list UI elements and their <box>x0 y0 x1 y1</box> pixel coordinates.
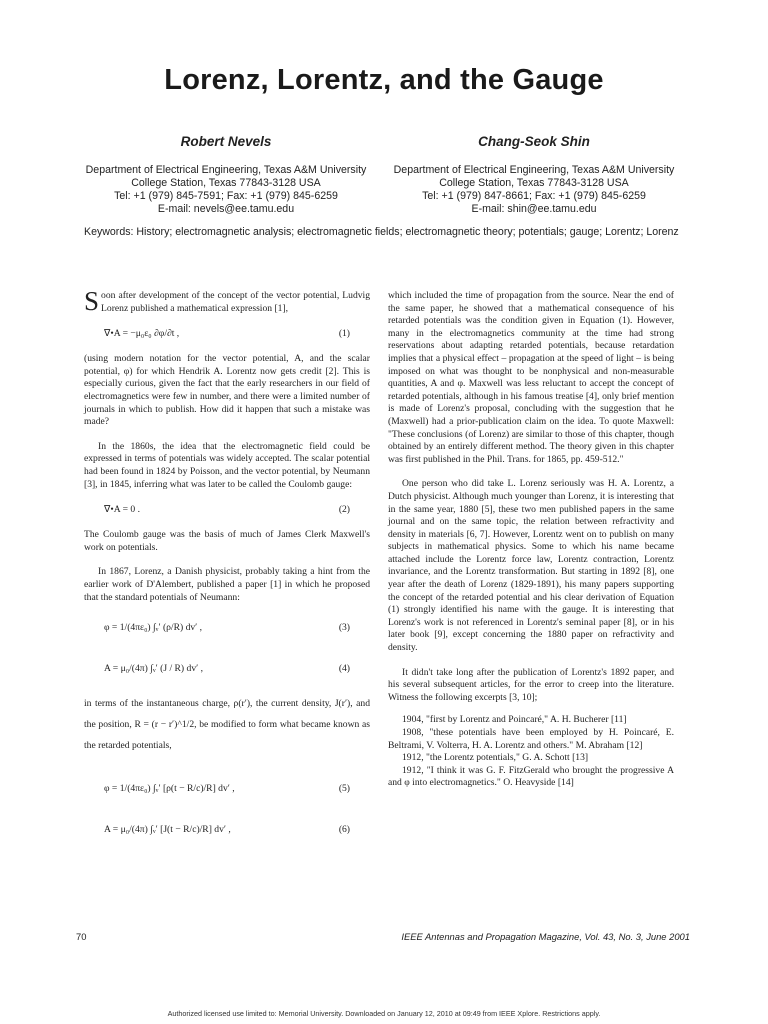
author-name: Robert Nevels <box>180 134 272 149</box>
equation-2 <box>84 498 370 522</box>
paragraph: It didn't take long after the publication of Lorentz's 1892 paper, and his several subsequent articles, for the error to creep into the literature. Witness the following excerpts [3, 10]; <box>388 666 674 703</box>
license-notice: Authorized licensed use limited to: Memorial University. Downloaded on January 12, 2010 at 09:49 from IEEE Xplore. Restrictions apply. <box>167 1009 601 1018</box>
equation-expression: φ = 1/(4πε₀) ∫ᵥ′ (ρ/R) dv′ , <box>104 622 203 634</box>
paper-title: Lorenz, Lorentz, and the Gauge <box>164 64 604 96</box>
paragraph: In the 1860s, the idea that the electromagnetic field could be expressed in terms of potentials was widely accepted. The scalar potential had been found in 1824 by Poisson, and the vector potential, by Neumann [3], in 1845, inferring what was later to be called the Coulomb gauge: <box>84 440 370 490</box>
paragraph: which included the time of propagation from the source. Near the end of the same paper, he showed that a mathematical consequence of his retarded potentials was the condition given in Equation (1). However, many in the electromagnetics community at the time had strong reservations about adapting retarded potentials, because retardation implies that a physical effect – propagation at the speed of light – is being imposed on what was thought to be nonphysical and non-measurable quantities, A and φ. Maxwell was less reluctant to accept the concept of retarded potentials, although in his famous treatise [4], only brief mention is made of Lorenz's proposal, concluding with the suggestion that he (Maxwell) had a prior-publication claim on the idea. To quote Maxwell: "These conclusions (of Lorenz) are similar to those of this chapter, though obtained by an entirely different method. The theory given in this chapter was first published in the Phil. Trans. for 1865, pp. 459-512." <box>388 290 674 465</box>
author-city: College Station, Texas 77843-3128 USA <box>131 177 321 189</box>
equation-number: (1) <box>338 328 350 340</box>
equation-3 <box>84 611 370 645</box>
page-number: 70 <box>76 931 87 942</box>
equation-expression: A = μ₀/(4π) ∫ᵥ′ (J / R) dv′ , <box>104 663 204 675</box>
equation-number: (3) <box>338 622 350 634</box>
author-email: E-mail: shin@ee.tamu.edu <box>471 203 597 215</box>
author-phone: Tel: +1 (979) 847-8661; Fax: +1 (979) 845-6259 <box>422 190 646 202</box>
author-city: College Station, Texas 77843-3128 USA <box>439 177 629 189</box>
equation-number: (5) <box>338 783 350 795</box>
journal-citation: IEEE Antennas and Propagation Magazine, Vol. 43, No. 3, June 2001 <box>401 931 690 942</box>
quote-item: 1904, "first by Lorentz and Poincaré," A. H. Bucherer [11] <box>402 714 627 726</box>
paragraph: One person who did take L. Lorenz seriously was H. A. Lorentz, a Dutch physicist. Although much younger than Lorenz, it is interesting that in the same year, 1880 [5], these two men published papers in the same journal and on the same topic, the relation between refractivity and density in materials [6, 7]. However, Lorentz went on to publish on many subjects in mathematical physics. Some to which his name became attached include the Lorentz force law, Lorentz contraction, Lorentz invariance, and the Lorentz transformation. But starting in 1892 [8], one year after the death of Lorenz (1829-1891), his many papers supporting the concept of the retarded potential and his clear derivation of Equation (1) strongly identified his name with the gauge. It is interesting that Lorenz's work is not referenced in Lorentz's seminal paper [8], or in his later book [9], except concerning the 1880 paper on refractivity and density. <box>388 478 674 654</box>
paragraph-text: oon after development of the concept of the vector potential, Ludvig Lorenz published a mathematical expression [1], <box>101 290 370 314</box>
equation-number: (4) <box>338 663 350 675</box>
paragraph: (using modern notation for the vector potential, A, and the scalar potential, φ) for which Hendrik A. Lorentz now gets credit [2]. This is especially curious, given the fact that the early researchers in our field of electromagnetics were few in number, and there were a limited number of journals in which to publish. How did it happen that such a mistake was made? <box>84 353 370 428</box>
paragraph: In 1867, Lorenz, a Danish physicist, probably taking a hint from the earlier work of D'Alembert, published a paper [1] in which he proposed that the standard potentials of Neumann: <box>84 566 370 603</box>
equation-4 <box>84 652 370 686</box>
equation-expression: φ = 1/(4πε₀) ∫ᵥ′ [ρ(t − R/c)/R] dv′ , <box>104 783 235 795</box>
quote-item: 1908, "these potentials have been employed by H. Poincaré, E. Beltrami, V. Volterra, H. A. Lorentz and others." M. Abraham [12] <box>388 727 674 751</box>
intro-paragraph <box>84 286 370 316</box>
author-name: Chang-Seok Shin <box>478 134 590 149</box>
equation-number: (6) <box>338 824 350 836</box>
left-column <box>84 286 370 854</box>
quote-item: 1912, "I think it was G. F. FitzGerald who brought the progressive A and φ into electromagnetics." O. Heavyside [14] <box>388 764 674 789</box>
quote-item: 1912, "the Lorentz potentials," G. A. Schott [13] <box>402 752 589 764</box>
author-department: Department of Electrical Engineering, Texas A&M University <box>85 164 367 176</box>
quote-list <box>388 714 674 790</box>
author-department: Department of Electrical Engineering, Texas A&M University <box>393 164 675 176</box>
equation-number: (2) <box>338 504 350 516</box>
author-block-2 <box>384 134 684 216</box>
equation-5 <box>84 772 370 806</box>
paragraph: in terms of the instantaneous charge, ρ(r′), the current density, J(r′), and the position, R = (r − r′)^1/2, be modified to form what became known as the retarded potentials, <box>84 698 370 752</box>
equation-expression: ∇•A = 0 . <box>104 504 140 516</box>
author-email: E-mail: nevels@ee.tamu.edu <box>157 203 295 215</box>
paragraph: The Coulomb gauge was the basis of much of James Clerk Maxwell's work on potentials. <box>84 529 370 553</box>
right-column <box>388 290 674 790</box>
equation-expression: ∇•A = −μ₀ε₀ ∂φ/∂t , <box>104 328 180 340</box>
equation-6 <box>84 813 370 847</box>
author-phone: Tel: +1 (979) 845-7591; Fax: +1 (979) 845-6259 <box>114 190 338 202</box>
author-block-1 <box>76 134 376 216</box>
drop-cap: S <box>84 286 100 316</box>
equation-1 <box>84 322 370 346</box>
equation-expression: A = μ₀/(4π) ∫ᵥ′ [J(t − R/c)/R] dv′ , <box>104 824 231 836</box>
keywords: Keywords: History; electromagnetic analysis; electromagnetic fields; electromagnetic theory; potentials; gauge; Lorentz; Lorenz <box>84 226 679 238</box>
